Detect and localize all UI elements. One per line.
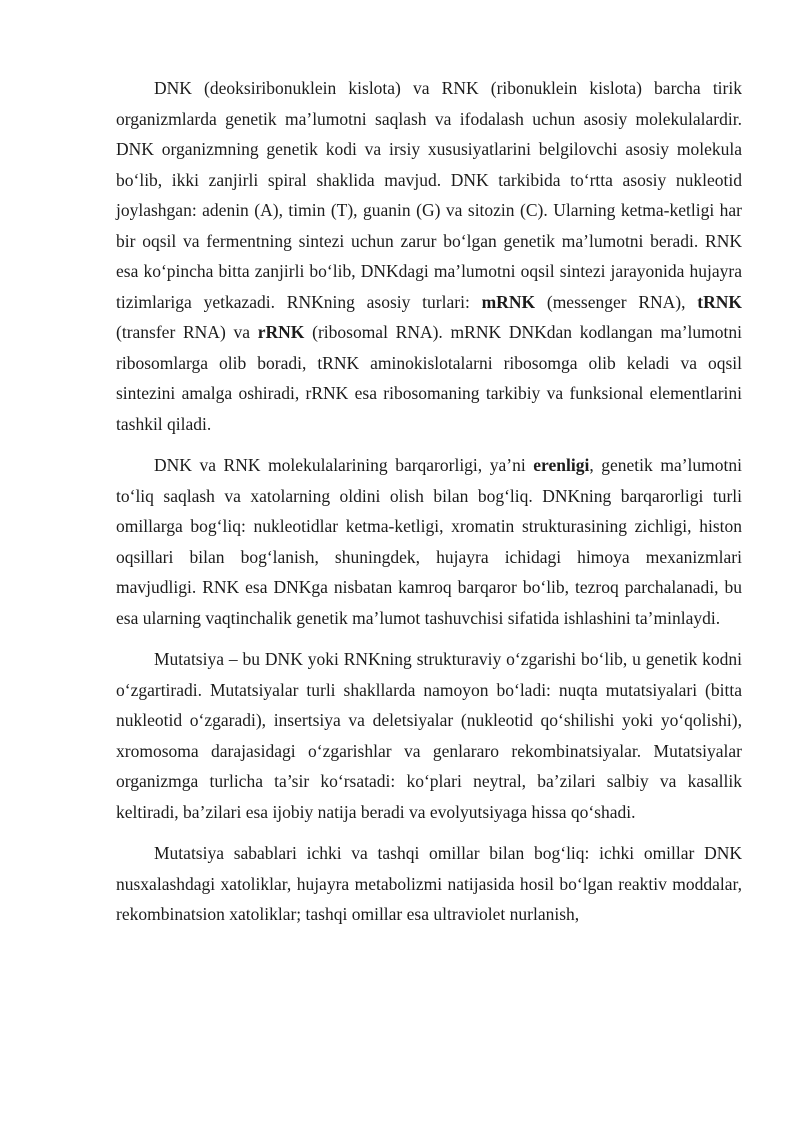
term-trnk: tRNK <box>697 291 743 312</box>
text-segment: DNK (deoksiribonuklein kislota) va RNK (ribonuklein kislota) barcha tirik organizmlarda genetik ma’lumotni saqlash va ifodalash uchun asosiy molekulalardir. DNK organizmning genetik kodi va irsiy xususiyatlarini belgilovchi asosiy molekula bo‘lib, ikki zanjirli spiral shaklida mavjud. DNK tarkibida to‘rtta asosiy nukleotid joylashgan: adenin (A), timin (T), guanin (G) va sitozin (C). Ularning ketma-ketligi har bir oqsil va fermentning sintezi uchun zarur bo‘lgan genetik ma’lumotni beradi. RNK esa ko‘pincha bitta zanjirli bo‘lib, DNKdagi ma’lumotni oqsil sintezi jarayonida hujayra tizimlariga yetkazadi. RNKning asosiy turlari: <box>116 78 742 312</box>
term-erenligi: erenligi <box>533 455 590 475</box>
text-segment: (transfer RNA) va <box>116 322 258 342</box>
paragraph-dna-rna-overview <box>116 73 742 439</box>
text-segment: (ribosomal RNA). mRNK DNKdan kodlangan ma’lumotni ribosomlarga olib boradi, tRNK aminokislotalarni ribosomga olib keladi va oqsil sintezini amalga oshiradi, rRNK esa ribosomaning tarkibiy va funksional elementlarini tashkil qiladi. <box>116 322 742 434</box>
text-segment: (messenger RNA), <box>535 291 698 312</box>
paragraph-stability <box>116 450 742 633</box>
term-mrnk: mRNK <box>481 291 536 312</box>
text-segment: , genetik ma’lumotni to‘liq saqlash va xatolarning oldini olish bilan bog‘liq. DNKning barqarorligi turli omillarga bog‘liq: nukleotidlar ketma-ketligi, xromatin strukturasining zichligi, histon oqsillari bilan bog‘lanish, shuningdek, hujayra ichidagi himoya mexanizmlari mavjudligi. RNK esa DNKga nisbatan kamroq barqaror bo‘lib, tezroq parchalanadi, bu esa ularning vaqtinchalik genetik ma’lumot tashuvchisi sifatida ishlashini ta’minlaydi. <box>116 455 742 628</box>
paragraph-mutation-causes <box>116 838 742 930</box>
term-rrnk: rRNK <box>257 322 305 342</box>
text-segment: Mutatsiya sabablari ichki va tashqi omillar bilan bog‘liq: ichki omillar DNK nusxalashdagi xatoliklar, hujayra metabolizmi natijasida hosil bo‘lgan reaktiv moddalar, rekombinatsion xatoliklar; tashqi omillar esa ultraviolet nurlanish, <box>116 843 742 924</box>
paragraph-mutation-definition <box>116 644 742 827</box>
text-segment: Mutatsiya – bu DNK yoki RNKning strukturaviy o‘zgarishi bo‘lib, u genetik kodni o‘zgartiradi. Mutatsiyalar turli shakllarda namoyon bo‘ladi: nuqta mutatsiyalari (bitta nukleotid o‘zgaradi), insertsiya va deletsiyalar (nukleotid qo‘shilishi yoki yo‘qolishi), xromosoma darajasidagi o‘zgarishlar va genlararo rekombinatsiyalar. Mutatsiyalar organizmga turlicha ta’sir ko‘rsatadi: ko‘plari neytral, ba’zilari salbiy va kasallik keltiradi, ba’zilari esa ijobiy natija beradi va evolyutsiyaga hissa qo‘shadi. <box>116 649 742 822</box>
text-segment: DNK va RNK molekulalarining barqarorligi, ya’ni <box>154 455 534 475</box>
